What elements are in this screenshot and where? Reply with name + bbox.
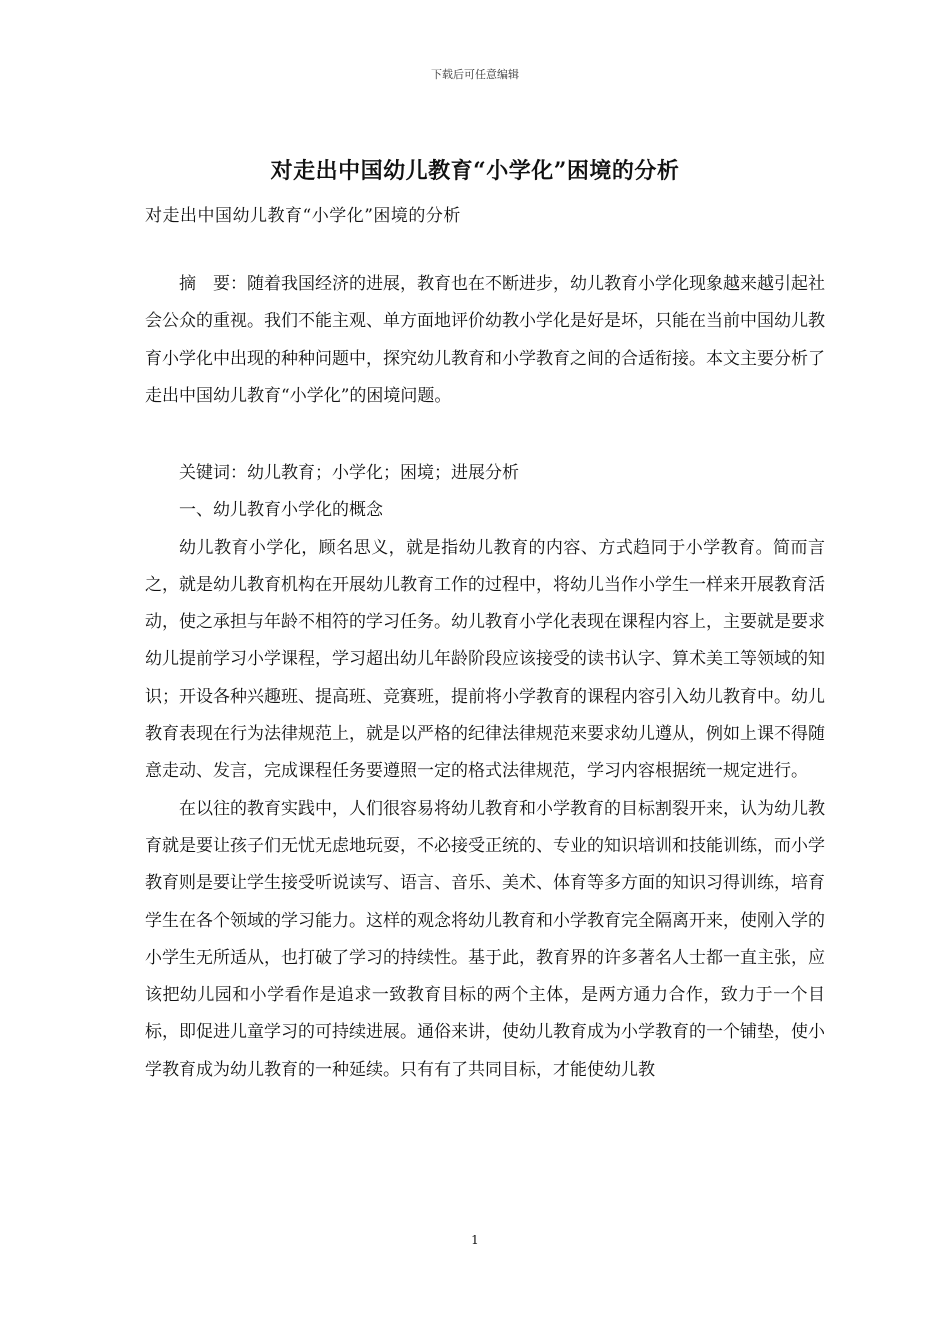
document-title: 对走出中国幼儿教育“小学化”困境的分析 bbox=[270, 158, 680, 184]
body-paragraph: 幼儿教育小学化，顾名思义，就是指幼儿教育的内容、方式趋同于小学教育。简而言之，就是幼儿教育机构在开展幼儿教育工作的过程中，将幼儿当作小学生一样来开展教育活动，使之承担与年龄不相符的学习任务。幼儿教育小学化表现在课程内容上，主要就是要求幼儿提前学习小学课程，学习超出幼儿年龄阶段应该接受的读书认字、算术美工等领域的知识；开设各种兴趣班、提高班、竞赛班，提前将小学教育的课程内容引入幼儿教育中。幼儿教育表现在行为法律规范上，就是以严格的纪律法律规范来要求幼儿遵从，例如上课不得随意走动、发言，完成课程任务要遵照一定的格式法律规范，学习内容根据统一规定进行。 bbox=[145, 537, 825, 782]
document-subtitle: 对走出中国幼儿教育“小学化”困境的分析 bbox=[145, 206, 461, 226]
page-header-note: 下载后可任意编辑 bbox=[431, 68, 519, 81]
main-body bbox=[145, 455, 825, 1089]
page-number: 1 bbox=[471, 1233, 479, 1247]
keywords-line: 关键词：幼儿教育；小学化；困境；进展分析 bbox=[179, 463, 519, 483]
abstract-paragraph: 摘 要：随着我国经济的进展，教育也在不断进步，幼儿教育小学化现象越来越引起社会公众的重视。我们不能主观、单方面地评价幼教小学化是好是坏，只能在当前中国幼儿教育小学化中出现的种种问题中，探究幼儿教育和小学教育之间的合适衔接。本文主要分析了走出中国幼儿教育“小学化”的困境问题。 bbox=[145, 274, 825, 406]
body-paragraph: 在以往的教育实践中，人们很容易将幼儿教育和小学教育的目标割裂开来，认为幼儿教育就是要让孩子们无忧无虑地玩耍，不必接受正统的、专业的知识培训和技能训练，而小学教育则是要让学生接受听说读写、语言、音乐、美术、体育等多方面的知识习得训练，培育学生在各个领域的学习能力。这样的观念将幼儿教育和小学教育完全隔离开来，使刚入学的小学生无所适从，也打破了学习的持续性。基于此，教育界的许多著名人士都一直主张，应该把幼儿园和小学看作是追求一致教育目标的两个主体，是两方通力合作，致力于一个目标，即促进儿童学习的可持续进展。通俗来讲，使幼儿教育成为小学教育的一个铺垫，使小学教育成为幼儿教育的一种延续。只有有了共同目标，才能使幼儿教 bbox=[145, 798, 825, 1080]
section-heading: 一、幼儿教育小学化的概念 bbox=[179, 500, 383, 521]
abstract-section bbox=[145, 266, 825, 415]
